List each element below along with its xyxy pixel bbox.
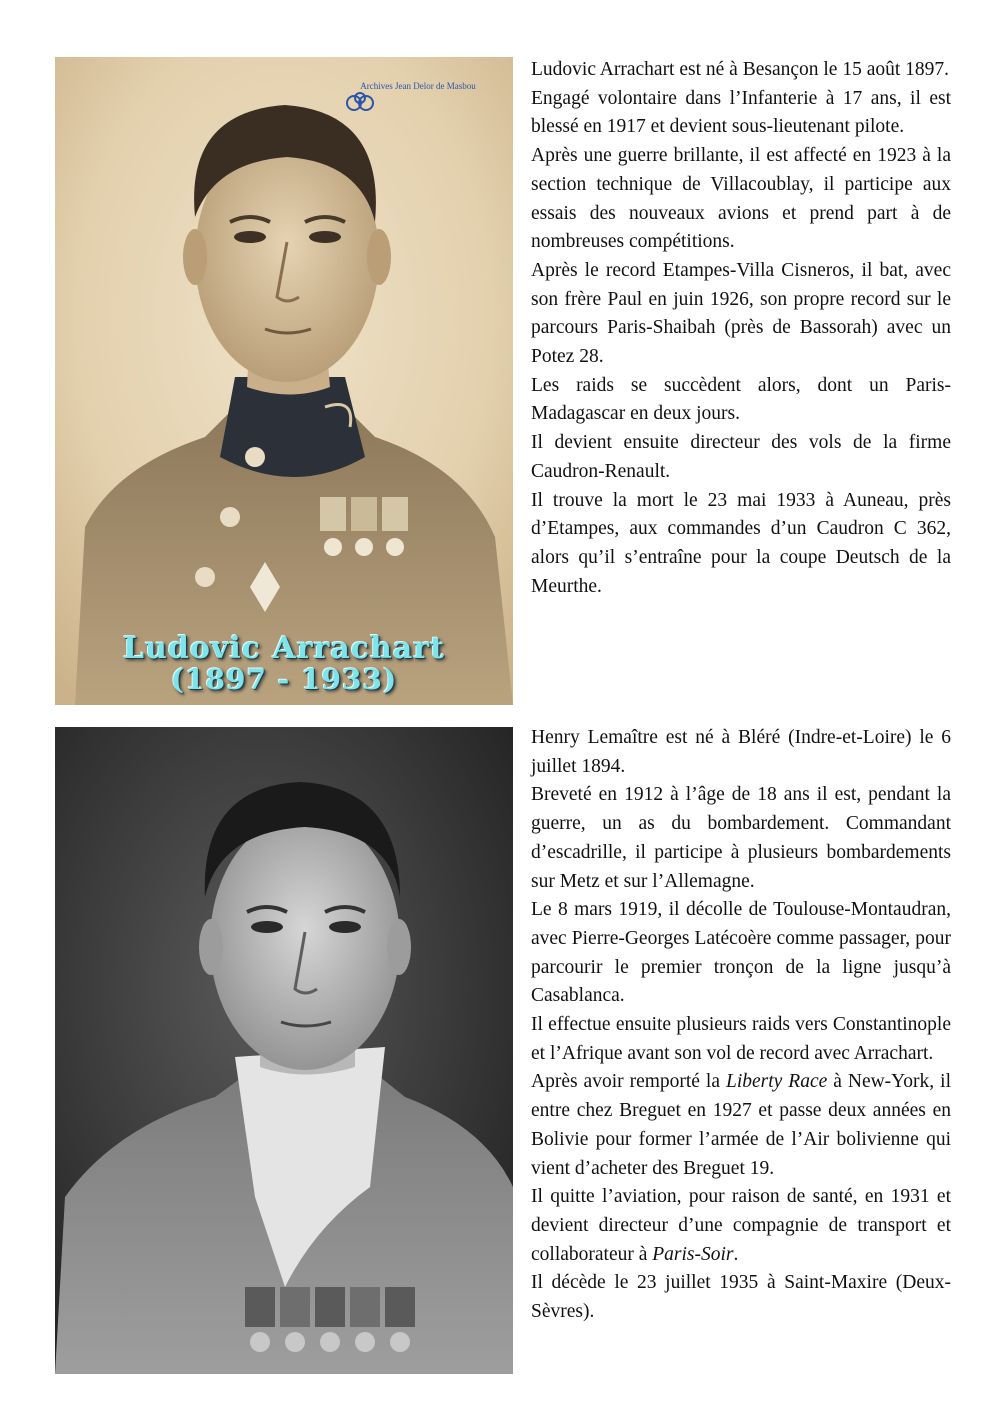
bio-paragraph: Ludovic Arrachart est né à Besançon le 15 août 1897. (531, 59, 950, 80)
bio-paragraph: Les raids se succèdent alors, dont un Paris-Madagascar en deux jours. (531, 374, 951, 425)
bio-paragraph (531, 1068, 951, 1183)
text-run: . (733, 1243, 739, 1265)
portrait-ludovic-arrachart (55, 57, 513, 705)
bio-paragraph: Engagé volontaire dans l’Infanterie à 17 ans, il est blessé en 1917 et devient sous-lieutenant pilote. (531, 87, 951, 138)
bio-paragraph: Après le record Etampes-Villa Cisneros, il bat, avec son frère Paul en juin 1926, son propre record sur le parcours Paris-Shaibah (près de Bassorah) avec un Potez 28. (531, 259, 951, 368)
bio-paragraph: Henry Lemaître est né à Bléré (Indre-et-Loire) le 6 juillet 1894. (531, 727, 951, 777)
bio-paragraph: Il trouve la mort le 23 mai 1933 à Auneau, près d’Etampes, aux commandes d’un Caudron C 362, alors qu’il s’entraîne pour la coupe Deutsch de la Meurthe. (531, 489, 951, 597)
italic-title: Paris-Soir (652, 1243, 734, 1265)
caption-name: Ludovic Arrachart (123, 631, 445, 666)
text-run: à New-York, il entre chez Breguet en 1927 et passe deux années en Bolivie pour former l’armée de l’Air bolivienne qui vient d’acheter des Breguet 19. (531, 1071, 951, 1179)
archive-stamp (343, 81, 493, 113)
text-run: Après avoir remporté la (531, 1071, 726, 1093)
archive-logo-icon (343, 91, 377, 113)
bio-paragraph: Après une guerre brillante, il est affecté en 1923 à la section technique de Villacoublay, il participe aux essais des nouveaux avions et prend part à de nombreuses compétitions. (531, 145, 951, 253)
portrait-henry-lemaitre (55, 727, 513, 1374)
portrait-2-image (55, 727, 513, 1374)
biography-arrachart (531, 56, 951, 601)
caption-dates: (1897 - 1933) (170, 663, 398, 696)
bio-paragraph: Il devient ensuite directeur des vols de la firme Caudron-Renault. (531, 432, 951, 482)
portrait-1-image (55, 57, 513, 705)
bio-paragraph: Breveté en 1912 à l’âge de 18 ans il est, pendant la guerre, un as du bombardement. Commandant d’escadrille, il participe à plusieurs bombardements sur Metz et sur l’Allemagne. (531, 784, 951, 892)
text-run: Il quitte l’aviation, pour raison de santé, en 1931 et devient directeur d’une compagnie de transport et collaborateur à (531, 1186, 951, 1265)
italic-title: Liberty Race (725, 1071, 828, 1093)
bio-paragraph (531, 1183, 951, 1269)
bio-paragraph: Il effectue ensuite plusieurs raids vers Constantinople et l’Afrique avant son vol de record avec Arrachart. (531, 1014, 951, 1064)
biography-lemaitre (531, 724, 951, 1327)
bio-paragraph: Il décède le 23 juillet 1935 à Saint-Maxire (Deux-Sèvres). (531, 1272, 951, 1323)
bio-paragraph: Le 8 mars 1919, il décolle de Toulouse-Montaudran, avec Pierre-Georges Latécoère comme passager, pour parcourir le premier tronçon de la ligne jusqu’à Casablanca. (531, 899, 951, 1007)
archive-credit: Archives Jean Delor de Masbou (360, 81, 476, 91)
